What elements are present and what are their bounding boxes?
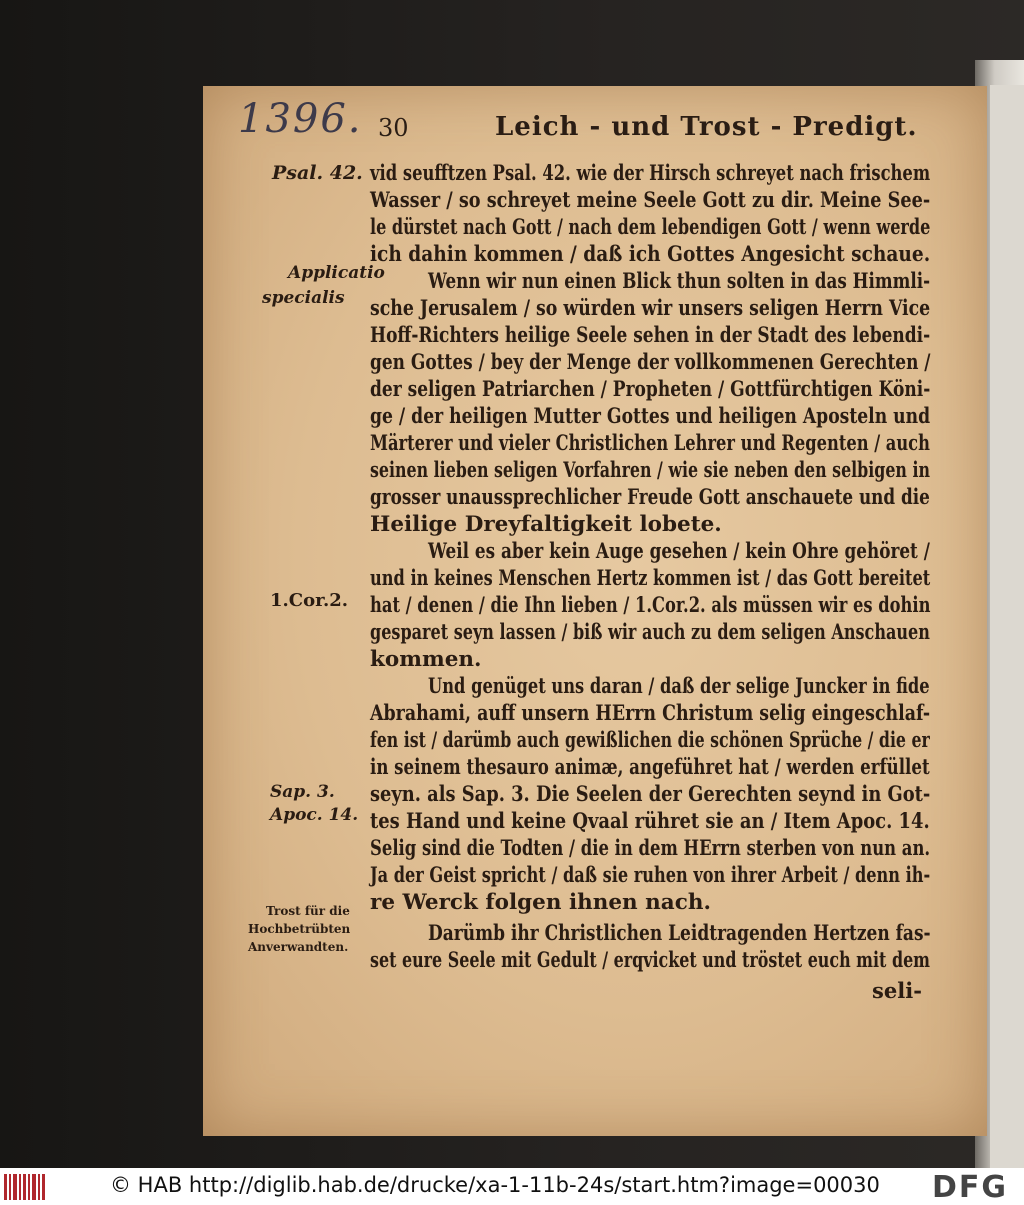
margin-note: Trost für die: [266, 904, 350, 918]
text-line: gen Gottes / bey der Menge der vollkommenen Gerechten /: [370, 350, 931, 375]
text-line: Wasser / so schreyet meine Seele Gott zu dir. Meine See-: [370, 188, 931, 213]
text-line: hat / denen / die Ihn lieben / 1.Cor.2. als müssen wir es dohin: [370, 593, 931, 618]
hab-barcode-logo: [4, 1174, 48, 1200]
handwritten-folio-number: 1396.: [238, 96, 363, 142]
margin-note: Apoc. 14.: [270, 805, 359, 825]
book-edge-inner: [990, 85, 1024, 1168]
margin-note: specialis: [262, 288, 345, 308]
text-line: Weil es aber kein Auge gesehen / kein Ohre gehöret /: [428, 539, 930, 564]
dfg-logo: DFG: [932, 1170, 1009, 1205]
text-line: set eure Seele mit Gedult / erqvicket und tröstet euch mit dem: [370, 948, 931, 973]
text-line: grosser unaussprechlicher Freude Gott anschauete und die: [370, 485, 930, 510]
margin-note: Applicatio: [288, 263, 385, 283]
text-line: und in keines Menschen Hertz kommen ist / das Gott bereitet: [370, 566, 931, 591]
footer-bar: [0, 1168, 1024, 1205]
text-line: Und genüget uns daran / daß der selige Juncker in fide: [428, 674, 930, 699]
text-line: Ja der Geist spricht / daß sie ruhen von ihrer Arbeit / denn ih-: [370, 863, 931, 888]
text-line: Heilige Dreyfaltigkeit lobete.: [370, 512, 722, 537]
text-line: kommen.: [370, 647, 482, 672]
text-line: le dürstet nach Gott / nach dem lebendigen Gott / wenn werde: [370, 215, 931, 240]
text-line: sche Jerusalem / so würden wir unsers seligen Herrn Vice: [370, 296, 931, 321]
text-line: fen ist / darümb auch gewißlichen die schönen Sprüche / die er: [370, 728, 930, 753]
text-line: re Werck folgen ihnen nach.: [370, 890, 711, 915]
text-line: seinen lieben seligen Vorfahren / wie sie neben den selbigen in: [370, 458, 931, 483]
catchword: seli-: [872, 979, 923, 1004]
text-line: tes Hand und keine Qvaal rühret sie an / Item Apoc. 14.: [370, 809, 930, 834]
page-number: 30: [378, 114, 409, 142]
text-line: Wenn wir nun einen Blick thun solten in das Himmli-: [428, 269, 931, 294]
text-line: Selig sind die Todten / die in dem HErrn sterben von nun an.: [370, 836, 931, 861]
text-line: Hoff-Richters heilige Seele sehen in der Stadt des lebendi-: [370, 323, 931, 348]
running-head: Leich - und Trost - Predigt.: [495, 112, 918, 142]
text-line: Abrahami, auff unsern HErrn Christum selig eingeschlaf-: [370, 701, 931, 726]
text-line: ich dahin kommen / daß ich Gottes Angesicht schaue.: [370, 242, 931, 267]
text-line: Darümb ihr Christlichen Leidtragenden Hertzen fas-: [428, 921, 931, 946]
text-line: seyn. als Sap. 3. Die Seelen der Gerechten seynd in Got-: [370, 782, 931, 807]
margin-note: Sap. 3.: [270, 782, 335, 802]
margin-note: Hochbetrübten: [248, 922, 351, 936]
text-line: vid seufftzen Psal. 42. wie der Hirsch schreyet nach frischem: [370, 161, 931, 186]
margin-note: Anverwandten.: [248, 940, 349, 954]
text-line: der seligen Patriarchen / Propheten / Gottfürchtigen Köni-: [370, 377, 931, 402]
text-line: in seinem thesauro animæ, angeführet hat / werden erfüllet: [370, 755, 930, 780]
text-line: ge / der heiligen Mutter Gottes und heiligen Aposteln und: [370, 404, 931, 429]
copyright-link[interactable]: © HAB http://diglib.hab.de/drucke/xa-1-11b-24s/start.htm?image=00030: [110, 1173, 880, 1197]
margin-note: Psal. 42.: [272, 162, 363, 184]
text-line: Märterer und vieler Christlichen Lehrer und Regenten / auch: [370, 431, 930, 456]
text-line: gesparet seyn lassen / biß wir auch zu dem seligen Anschauen: [370, 620, 930, 645]
margin-note: 1.Cor.2.: [270, 590, 349, 611]
